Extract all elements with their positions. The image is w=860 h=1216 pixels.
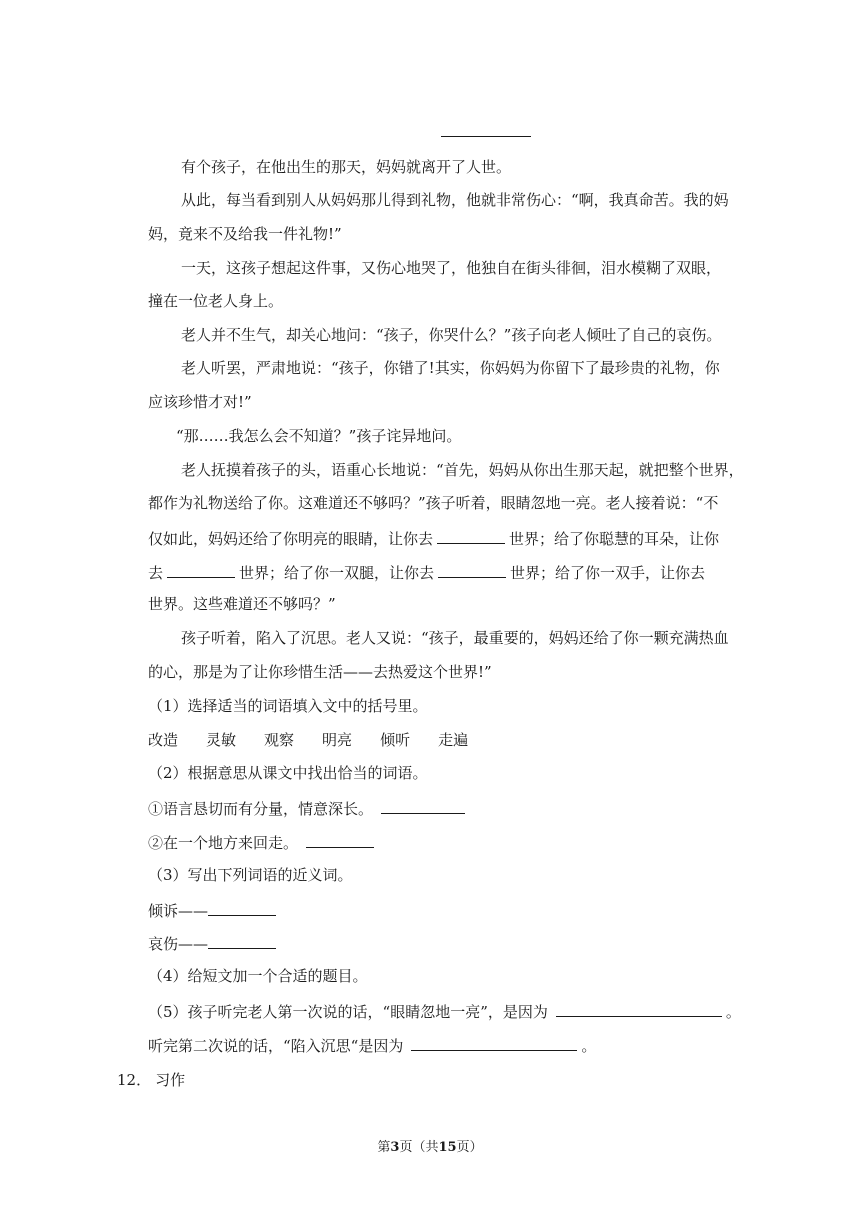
question-3-a [148, 899, 280, 921]
question-3-b [148, 932, 280, 954]
option-word: 观察 [264, 731, 295, 749]
passage-text: 世界；给了你一双腿，让你去 [239, 564, 435, 582]
option-word: 走遍 [438, 731, 469, 749]
fill-blank-2[interactable] [167, 561, 235, 578]
fill-blank-1[interactable] [437, 527, 505, 544]
next-question-heading [117, 1070, 185, 1090]
passage-paragraph-3-line-2: 撞在一位老人身上。 [148, 292, 284, 310]
passage-text: 仅如此，妈妈还给了你明亮的眼睛，让你去 [148, 530, 434, 548]
passage-paragraph-7-line-5: 世界。这些难道还不够吗？” [148, 595, 336, 613]
passage-paragraph-6: “那……我怎么会不知道？”孩子诧异地问。 [176, 427, 462, 445]
question-text: 。 [725, 1003, 741, 1021]
footer-suffix: 页） [456, 1140, 483, 1155]
passage-paragraph-1: 有个孩子，在他出生的那天，妈妈就离开了人世。 [181, 158, 512, 176]
footer-total-pages: 15 [438, 1140, 457, 1155]
footer-page-number: 3 [390, 1140, 400, 1155]
question-text: （5）孩子听完老人第一次说的话，“眼睛忽地一亮”，是因为 [148, 1003, 548, 1021]
question-2-a [148, 797, 469, 819]
answer-blank[interactable] [208, 932, 276, 949]
passage-paragraph-7-line-1: 老人抚摸着孩子的头，语重心长地说：“首先，妈妈从你出生那天起，就把整个世界， [181, 461, 744, 479]
answer-blank[interactable] [208, 899, 276, 916]
passage-paragraph-4: 老人并不生气，却关心地问：“孩子，你哭什么？”孩子向老人倾吐了自己的哀伤。 [181, 326, 722, 344]
question-1: （1）选择适当的词语填入文中的括号里。 [148, 697, 428, 715]
passage-paragraph-7-line-4 [148, 561, 705, 583]
question-number: 12． [117, 1071, 152, 1089]
footer-prefix: 第 [377, 1140, 391, 1155]
option-word: 灵敏 [206, 731, 237, 749]
fill-blank-3[interactable] [438, 561, 506, 578]
question-text: 听完第二次说的话，“陷入沉思“是因为 [148, 1037, 404, 1055]
passage-paragraph-2-line-1: 从此，每当看到别人从妈妈那儿得到礼物，他就非常伤心：“啊，我真命苦。我的妈 [181, 191, 729, 209]
question-text: ②在一个地方来回走。 [148, 834, 299, 852]
passage-paragraph-5-line-2: 应该珍惜才对!” [148, 393, 252, 411]
passage-paragraph-8-line-2: 的心，那是为了让你珍惜生活——去热爱这个世界!” [148, 663, 492, 681]
question-5-line-1 [148, 1000, 741, 1022]
answer-blank[interactable] [381, 797, 465, 814]
question-4: （4）给短文加一个合适的题目。 [148, 967, 368, 985]
passage-text: 去 [148, 564, 164, 582]
passage-paragraph-3-line-1: 一天，这孩子想起这件事，又伤心地哭了，他独自在街头徘徊，泪水模糊了双眼， [181, 259, 722, 277]
passage-paragraph-2-line-2: 妈，竟来不及给我一件礼物!” [148, 225, 342, 243]
question-1-options [148, 730, 496, 750]
page-footer [0, 1140, 860, 1156]
question-text: 倾诉—— [148, 902, 209, 920]
option-word: 明亮 [322, 731, 353, 749]
question-2-b [148, 831, 378, 853]
question-2: （2）根据意思从课文中找出恰当的词语。 [148, 764, 428, 782]
option-word: 改造 [148, 731, 179, 749]
passage-text: 世界；给了你一双手，让你去 [510, 564, 706, 582]
passage-paragraph-7-line-2: 都作为礼物送给了你。这难道还不够吗？”孩子听着，眼睛忽地一亮。老人接着说：“不 [148, 494, 719, 512]
passage-paragraph-8-line-1: 孩子听着，陷入了沉思。老人又说：“孩子，最重要的，妈妈还给了你一颗充满热血 [181, 629, 729, 647]
question-title: 习作 [155, 1071, 186, 1089]
passage-paragraph-5-line-1: 老人听罢，严肃地说：“孩子，你错了!其实，你妈妈为你留下了最珍贵的礼物，你 [181, 359, 720, 377]
answer-blank[interactable] [306, 831, 374, 848]
passage-paragraph-7-line-3 [148, 527, 719, 549]
passage-text: 世界；给了你聪慧的耳朵，让你 [509, 530, 720, 548]
option-word: 倾听 [380, 731, 411, 749]
question-3: （3）写出下列词语的近义词。 [148, 866, 353, 884]
answer-blank[interactable] [411, 1034, 577, 1051]
footer-middle: 页（共 [399, 1140, 439, 1155]
question-text: 哀伤—— [148, 935, 209, 953]
question-text: ①语言恳切而有分量，情意深长。 [148, 800, 374, 818]
question-text: 。 [581, 1037, 597, 1055]
title-blank-line [441, 136, 531, 137]
question-5-line-2 [148, 1034, 596, 1056]
answer-blank[interactable] [556, 1000, 722, 1017]
